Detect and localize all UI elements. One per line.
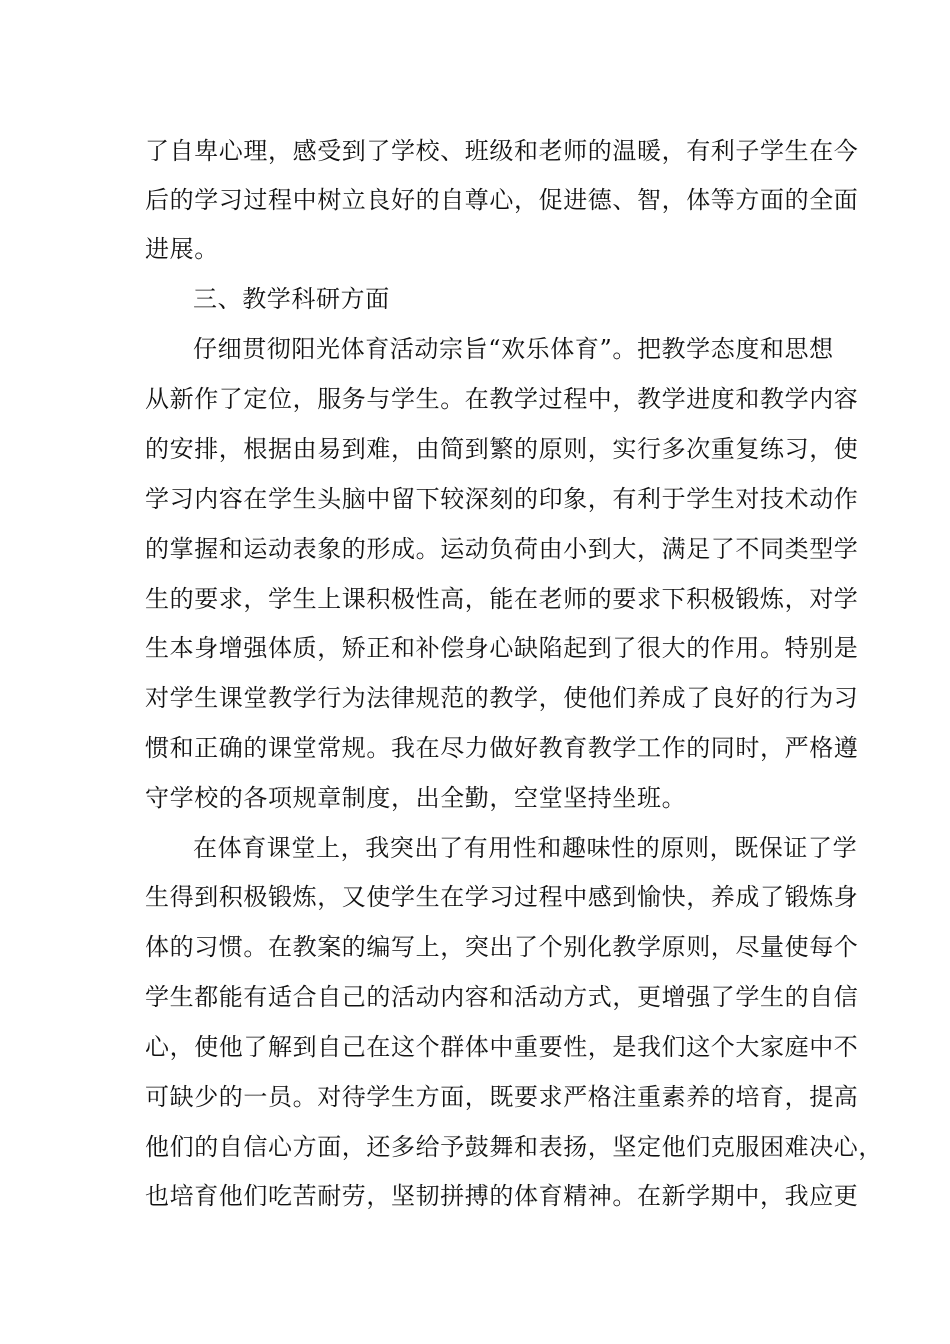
paragraph-line: 后的学习过程中树立良好的自尊心，促进德、智，体等方面的全面	[145, 186, 859, 214]
paragraph-line: 守学校的各项规章制度，出全勤，空堂坚持坐班。	[145, 784, 687, 812]
paragraph-line: 生得到积极锻炼，又使学生在学习过程中感到愉快，养成了锻炼身	[145, 883, 859, 911]
paragraph-line: 体的习惯。在教案的编写上，突出了个别化教学原则，尽量使每个	[145, 933, 859, 961]
paragraph-line: 也培育他们吃苦耐劳，坚韧拼搏的体育精神。在新学期中，我应更	[145, 1182, 859, 1210]
paragraph-line: 学习内容在学生头脑中留下较深刻的印象，有利于学生对技术动作	[145, 485, 859, 513]
paragraph-line: 他们的自信心方面，还多给予鼓舞和表扬，坚定他们克服困难决心，	[145, 1133, 883, 1161]
paragraph-line: 了自卑心理，感受到了学校、班级和老师的温暖，有利子学生在今	[145, 137, 859, 165]
paragraph-line: 学生都能有适合自己的活动内容和活动方式，更增强了学生的自信	[145, 983, 859, 1011]
paragraph-line: 从新作了定位，服务与学生。在教学过程中，教学进度和教学内容	[145, 385, 859, 413]
paragraph-line: 进展。	[145, 235, 219, 263]
paragraph-line: 生的要求，学生上课积极性高，能在老师的要求下积极锻炼，对学	[145, 585, 859, 613]
paragraph-line: 生本身增强体质，矫正和补偿身心缺陷起到了很大的作用。特别是	[145, 634, 859, 662]
paragraph-line: 可缺少的一员。对待学生方面，既要求严格注重素养的培育，提高	[145, 1083, 859, 1111]
paragraph-line: 对学生课堂教学行为法律规范的教学，使他们养成了良好的行为习	[145, 684, 859, 712]
paragraph-line: 惯和正确的课堂常规。我在尽力做好教育教学工作的同时，严格遵	[145, 734, 859, 762]
paragraph-line: 心，使他了解到自己在这个群体中重要性，是我们这个大家庭中不	[145, 1033, 859, 1061]
paragraph-line: 的安排，根据由易到难，由简到繁的原则，实行多次重复练习，使	[145, 435, 859, 463]
paragraph-line: 的掌握和运动表象的形成。运动负荷由小到大，满足了不同类型学	[145, 535, 859, 563]
paragraph-line: 在体育课堂上，我突出了有用性和趣味性的原则，既保证了学	[193, 834, 858, 862]
paragraph-line: 仔细贯彻阳光体育活动宗旨“欢乐体育”。把教学态度和思想	[193, 335, 834, 363]
section-heading: 三、教学科研方面	[193, 285, 390, 313]
